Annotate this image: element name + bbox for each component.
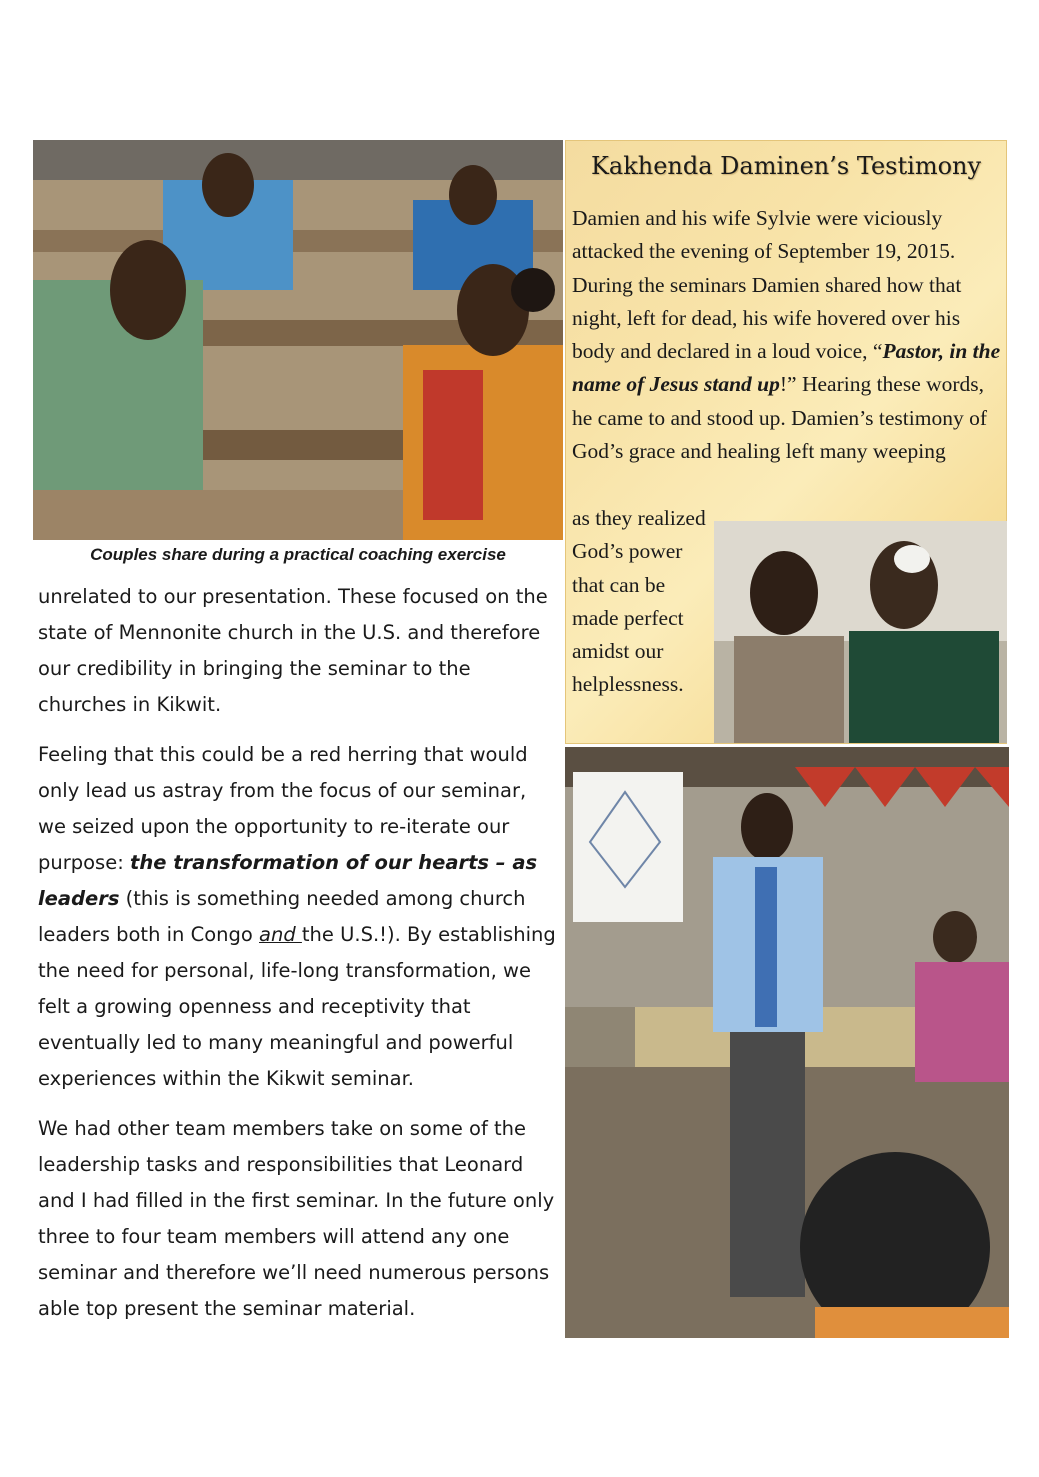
paragraph-2: Feeling that this could be a red herring that would only lead us astray from the focus of our seminar, we seized upon the opportunity to re-iterate our purpose: the transformation of our hearts – as leaders (this is something needed among church leaders both in Congo and the U.S.!). By establishing the need for personal, life-long transformation, we felt a growing openness and receptivity that eventually led to many meaningful and powerful experiences within the Kikwit seminar. bbox=[38, 743, 556, 1090]
main-article bbox=[38, 579, 558, 1341]
emphasis-purpose: the transformation of our hearts – as leaders bbox=[38, 851, 538, 910]
paragraph-3: We had other team members take on some of the leadership tasks and responsibilities that Leonard and I had filled in the first seminar. In the future only three to four team members will attend any one seminar and therefore we’ll need numerous persons able top present the seminar material. bbox=[38, 1117, 555, 1320]
emphasis-and: and bbox=[259, 923, 302, 946]
speaker-photo bbox=[565, 747, 1009, 1338]
sidebar-title: Kakhenda Daminen’s Testimony bbox=[590, 152, 982, 180]
sidebar-body-continued: as they realized God’s power that can be made perfect amidst our helplessness. bbox=[572, 506, 706, 697]
couples-photo-caption: Couples share during a practical coaching exercise bbox=[90, 545, 506, 564]
sidebar-body: Damien and his wife Sylvie were viciously attacked the evening of September 19, 2015. During the seminars Damien shared how that night, left for dead, his wife hovered over his body and declared in a loud voice, “Pastor, in the name of Jesus stand up!” Hearing these words, he came to and stood up. Damien’s testimony of God’s grace and healing left many weeping bbox=[572, 206, 1001, 464]
damien-sylvie-photo bbox=[714, 521, 1007, 743]
emphasis-quote: Pastor, in the name of Jesus stand up bbox=[572, 339, 1001, 397]
couples-photo bbox=[33, 140, 563, 540]
paragraph-1: unrelated to our presentation. These focused on the state of Mennonite church in the U.S. and therefore our credibility in bringing the seminar to the churches in Kikwit. bbox=[38, 585, 548, 716]
